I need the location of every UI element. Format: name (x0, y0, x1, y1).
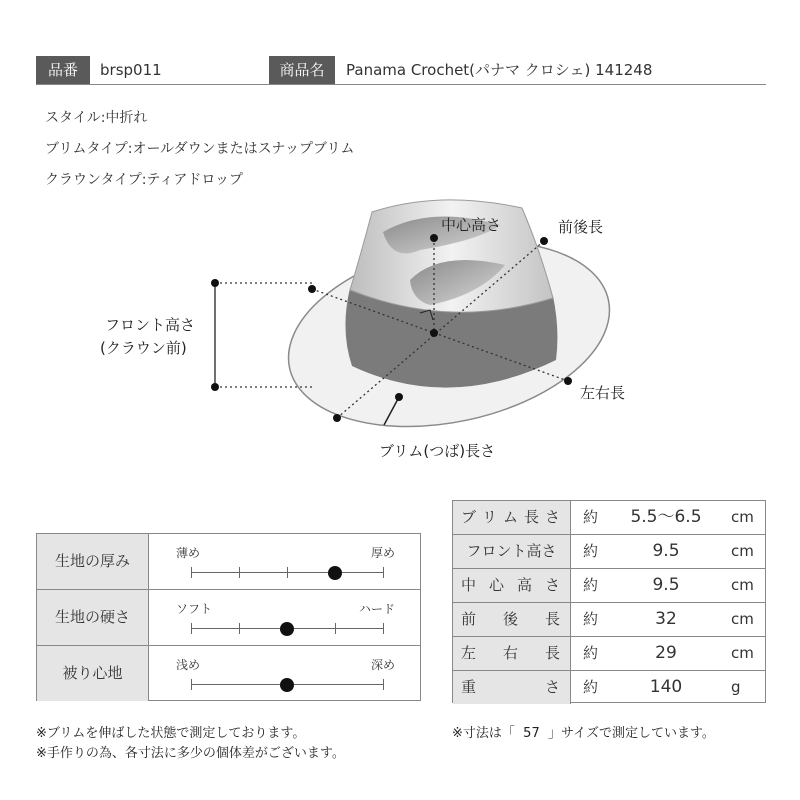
scale-indicator (280, 678, 294, 692)
label-front-height: フロント高さ (105, 316, 196, 334)
size-unit: g (731, 678, 741, 696)
spec-style: スタイル:中折れ (45, 110, 148, 126)
size-row-front-back (453, 603, 765, 636)
size-approx: 約 (583, 576, 599, 594)
size-approx: 約 (583, 610, 599, 628)
size-row-label: 左 右 長 (453, 637, 571, 670)
label-front-height-note: (クラウン前) (100, 339, 187, 357)
fabric-characteristics-table (36, 533, 421, 701)
scale-right-label: ハード (358, 602, 395, 616)
note-brim-measure: ※ブリムを伸ばした状態で測定しております。 (36, 726, 306, 741)
size-value: 5.5〜6.5 (630, 507, 702, 527)
size-row-center-height (453, 569, 765, 602)
scale-left-label: 浅め (176, 658, 201, 672)
label-front-back: 前後長 (558, 218, 604, 236)
size-row-label: 中 心 高 さ (453, 569, 571, 602)
label-brim-length: ブリム(つば)長さ (379, 442, 496, 460)
size-row-front-height (453, 535, 765, 568)
size-row-label: ブ リ ム 長 さ (453, 501, 571, 534)
label-left-right: 左右長 (580, 384, 626, 402)
size-unit: cm (731, 576, 754, 594)
scale-left-label: 薄め (176, 546, 201, 560)
spec-brim-type: ブリムタイプ:オールダウンまたはスナップブリム (45, 141, 355, 157)
item-no: brsp011 (100, 61, 162, 79)
size-approx: 約 (583, 542, 599, 560)
fabric-row-stiffness (37, 590, 420, 645)
measured-size: 57 (523, 726, 540, 741)
size-value: 9.5 (652, 575, 680, 595)
size-approx: 約 (583, 678, 599, 696)
fabric-row-thickness (37, 534, 420, 589)
scale-indicator (280, 622, 294, 636)
size-row-label: 前 後 長 (453, 603, 571, 636)
size-unit: cm (731, 542, 754, 560)
size-approx: 約 (583, 644, 599, 662)
fabric-row-fit-depth (37, 646, 420, 701)
fabric-row-label: 生地の厚み (37, 534, 149, 589)
size-row-left-right (453, 637, 765, 670)
fabric-row-label: 生地の硬さ (37, 590, 149, 645)
note-size-basis: ※寸法は「 57 」サイズで測定しています。 (452, 726, 715, 741)
size-approx: 約 (583, 508, 599, 526)
size-value: 9.5 (652, 541, 680, 561)
size-row-weight (453, 671, 765, 704)
spec-crown-type: クラウンタイプ:ティアドロップ (45, 172, 244, 188)
size-value: 29 (655, 643, 677, 663)
item-no-label: 品番 (36, 56, 90, 84)
product-name-label: 商品名 (269, 56, 335, 84)
size-row-label: 重 さ (453, 671, 571, 704)
note-handmade: ※手作りの為、各寸法に多少の個体差がございます。 (36, 746, 345, 761)
size-unit: cm (731, 508, 754, 526)
size-value: 32 (655, 609, 677, 629)
fabric-row-label: 被り心地 (37, 646, 149, 701)
size-table (452, 500, 766, 703)
label-center-height: 中心高さ (441, 216, 502, 234)
size-unit: cm (731, 644, 754, 662)
size-row-label: フロント高さ (453, 535, 571, 568)
size-value: 140 (649, 677, 683, 697)
scale-right-label: 深め (370, 658, 395, 672)
scale-left-label: ソフト (176, 602, 213, 616)
product-name: Panama Crochet(パナマ クロシェ) 141248 (346, 61, 653, 79)
size-row-brim (453, 501, 765, 534)
scale-right-label: 厚め (370, 546, 395, 560)
size-unit: cm (731, 610, 754, 628)
scale-indicator (328, 566, 342, 580)
